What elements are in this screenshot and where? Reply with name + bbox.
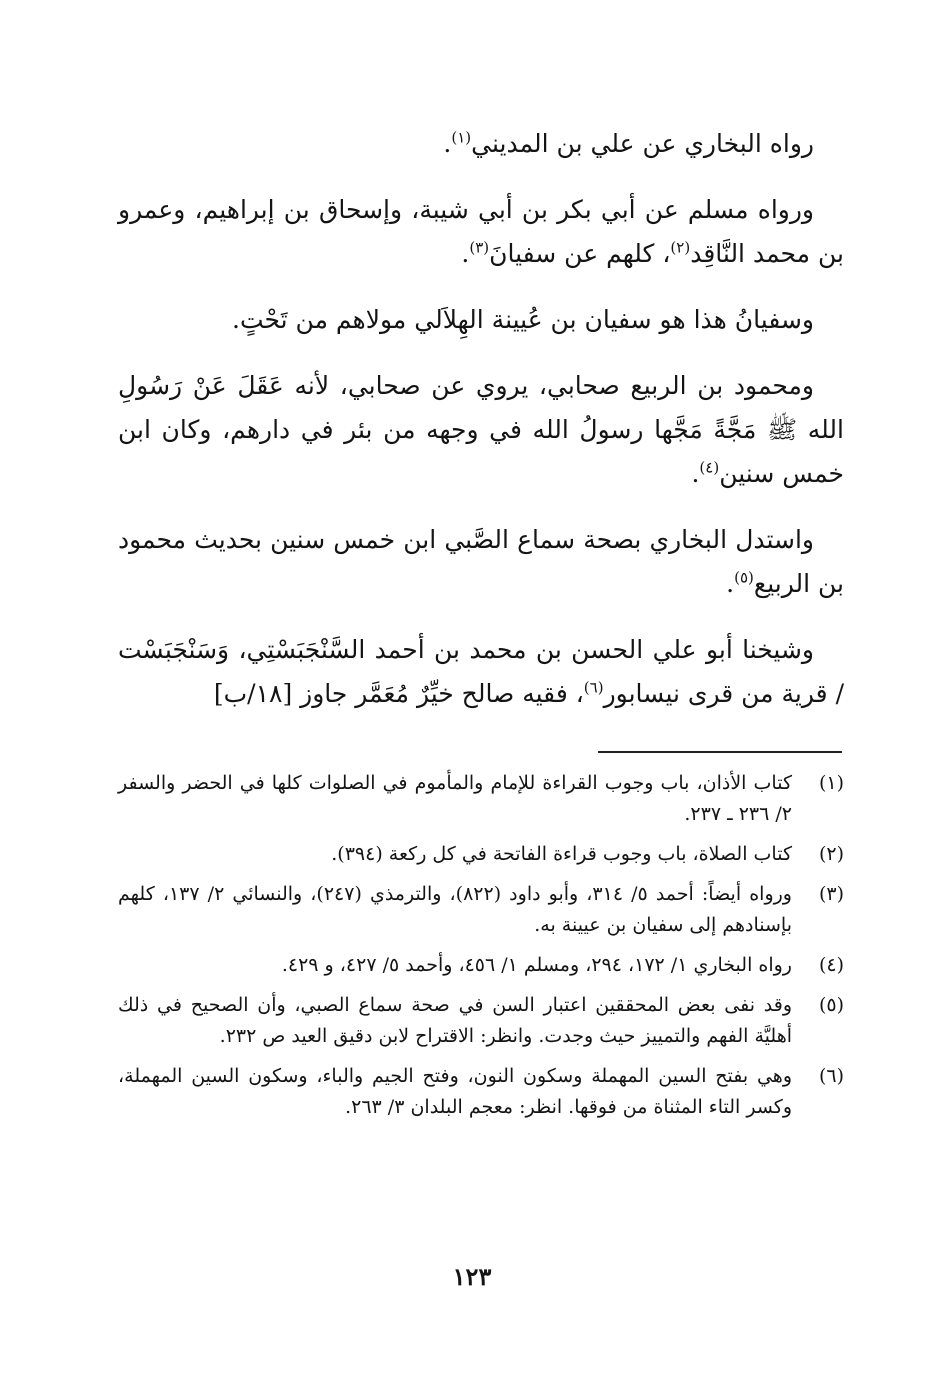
footnote (118, 879, 844, 941)
paragraph-text: ورواه مسلم عن أبي بكر بن أبي شيبة، وإسحاق بن إبراهيم، وعمرو بن محمد النَّاقِد (118, 195, 844, 268)
paragraph-tail: . (726, 569, 735, 598)
footnote-text: كتاب الصلاة، باب وجوب قراءة الفاتحة في كل ركعة (٣٩٤). (331, 843, 792, 865)
footnote-text: ورواه أيضاً: أحمد ٥/ ٣١٤، وأبو داود (٨٢٢)، والترمذي (٢٤٧)، والنسائي ٢/ ١٣٧، كلهم بإسنادهم إلى سفيان بن عيينة به. (118, 883, 792, 936)
footnote-reference: (١) (451, 128, 472, 147)
paragraph (118, 298, 844, 342)
paragraph (118, 122, 844, 166)
footnote-reference: (٦) (583, 678, 604, 697)
footnote (118, 990, 844, 1052)
paragraph-text: وشيخنا أبو علي الحسن بن محمد بن أحمد السَّنْجَبَسْتِي، وَسَنْجَبَسْت / قرية من قرى نيسابور (118, 635, 844, 708)
paragraph-text: رواه البخاري عن علي بن المديني (471, 129, 814, 158)
footnote-number: (٦) (818, 1065, 844, 1087)
paragraph-tail: . (461, 239, 470, 268)
paragraph-text: ومحمود بن الربيع صحابي، يروي عن صحابي، لأنه عَقَلَ عَنْ رَسُولِ الله ﷺ مَجَّةً مَجَّها رسولُ الله في وجهه من بئر في دارهم، وكان ابن خمس سنين (118, 371, 844, 488)
footnote-text: وقد نفى بعض المحققين اعتبار السن في صحة سماع الصبي، وأن الصحيح في ذلك أهليَّة الفهم والتمييز حيث وجدت. وانظر: الاقتراح لابن دقيق العيد ص ٢٣٢. (118, 994, 792, 1047)
paragraph-tail: . (691, 459, 700, 488)
footnote-reference: (٤) (699, 458, 720, 477)
footnote (118, 768, 844, 830)
main-text (118, 122, 844, 738)
paragraph-text: وسفيانُ هذا هو سفيان بن عُيينة الهِلاَلي مولاهم من تَحْتٍ. (232, 305, 814, 334)
footnote-number: (٤) (818, 954, 844, 976)
paragraph (118, 628, 844, 716)
footnote-number: (٥) (818, 994, 844, 1016)
page-number: ١٢٣ (452, 1262, 492, 1291)
paragraph-tail: ، فقيه صالح خيِّرٌ مُعَمَّر جاوز [١٨/ب] (213, 679, 584, 708)
footnote (118, 950, 844, 981)
footnote-text: وهي بفتح السين المهملة وسكون النون، وفتح الجيم والباء، وسكون السين المهملة، وكسر التاء المثناة من فوقها. انظر: معجم البلدان ٣/ ٢٦٣. (118, 1065, 792, 1118)
footnote-separator (598, 751, 842, 753)
footnote-text: كتاب الأذان، باب وجوب القراءة للإمام والمأموم في الصلوات كلها في الحضر والسفر ٢/ ٢٣٦ ـ ٢٣٧. (118, 772, 792, 825)
footnote-reference: (٣) (469, 238, 490, 257)
footnotes (118, 768, 844, 1132)
paragraph (118, 188, 844, 276)
paragraph (118, 364, 844, 496)
footnote-reference: (٥) (734, 568, 754, 587)
footnote-text: رواه البخاري ١/ ١٧٢، ٢٩٤، ومسلم ١/ ٤٥٦، وأحمد ٥/ ٤٢٧، و ٤٢٩. (281, 954, 792, 976)
footnote-number: (٢) (818, 843, 844, 865)
footnote (118, 1061, 844, 1123)
paragraph-text: ، كلهم عن سفيانَ (489, 239, 671, 268)
footnote-reference: (٢) (670, 238, 691, 257)
footnote-number: (٣) (818, 883, 844, 905)
footnote (118, 839, 844, 870)
paragraph-text: واستدل البخاري بصحة سماع الصَّبي ابن خمس سنين بحديث محمود بن الربيع (118, 525, 844, 598)
footnote-number: (١) (818, 772, 844, 794)
paragraph (118, 518, 844, 606)
paragraph-tail: . (443, 129, 452, 158)
